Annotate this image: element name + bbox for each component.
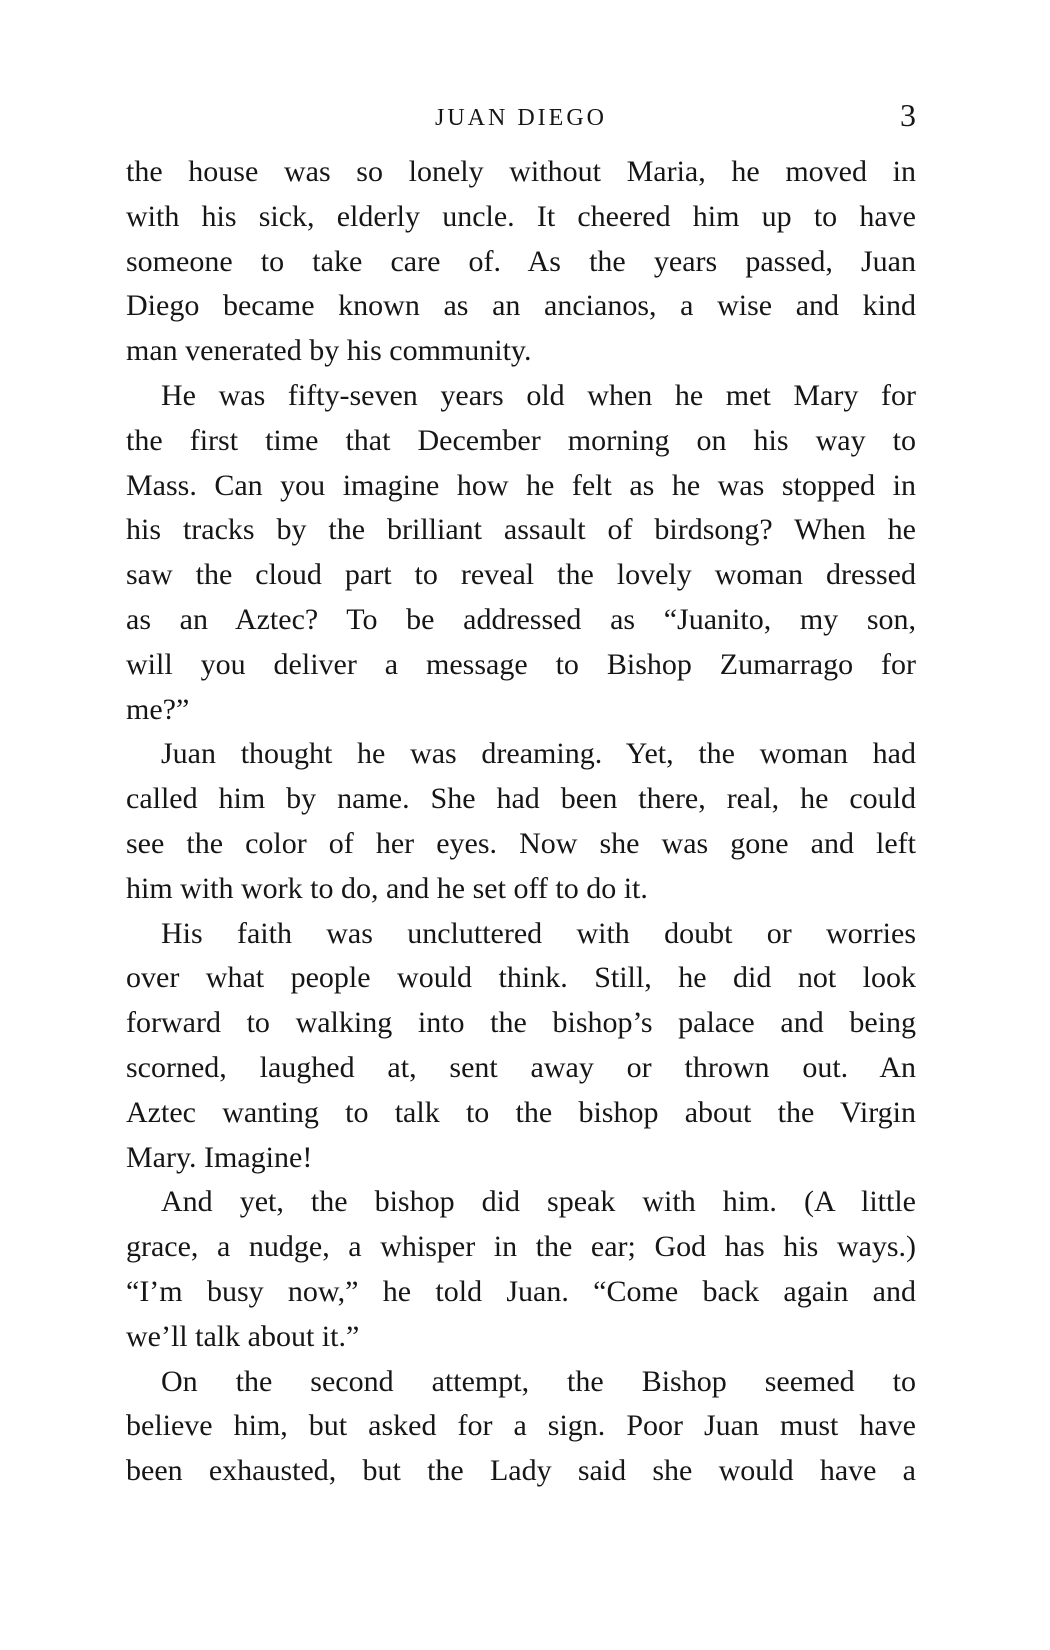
- page-number: 3: [900, 97, 916, 133]
- text-line: his tracks by the brilliant assault of birdsong? When he: [126, 513, 916, 547]
- text-line: will you deliver a message to Bishop Zumarrago for: [126, 647, 916, 681]
- text-line: the house was so lonely without Maria, he moved in: [126, 155, 916, 188]
- text-line: with his sick, elderly uncle. It cheered him up to have: [126, 199, 916, 233]
- paragraph: [126, 1360, 916, 1494]
- text-line: we’ll talk about it.”: [126, 1319, 360, 1353]
- paragraph: [126, 732, 916, 911]
- text-line: Aztec wanting to talk to the bishop about the Virgin: [126, 1095, 916, 1129]
- text-line: “I’m busy now,” he told Juan. “Come back again and: [126, 1274, 916, 1308]
- paragraph: [126, 374, 916, 732]
- text-line: see the color of her eyes. Now she was gone and left: [126, 826, 916, 860]
- text-line: grace, a nudge, a whisper in the ear; God has his ways.): [126, 1230, 916, 1264]
- text-line: Diego became known as an ancianos, a wise and kind: [126, 289, 916, 323]
- text-line: And yet, the bishop did speak with him. (A little: [161, 1185, 916, 1219]
- text-line: him with work to do, and he set off to do it.: [126, 871, 648, 905]
- text-line: scorned, laughed at, sent away or thrown out. An: [126, 1050, 916, 1084]
- text-line: the first time that December morning on his way to: [126, 423, 916, 457]
- text-line: over what people would think. Still, he did not look: [126, 961, 916, 995]
- text-line: me?”: [126, 692, 190, 726]
- page-body: [126, 150, 916, 1494]
- text-line: forward to walking into the bishop’s palace and being: [126, 1006, 916, 1040]
- text-line: man venerated by his community.: [126, 334, 532, 368]
- text-line: someone to take care of. As the years passed, Juan: [126, 244, 916, 278]
- text-line: saw the cloud part to reveal the lovely woman dressed: [126, 558, 916, 592]
- text-line: On the second attempt, the Bishop seemed to: [161, 1364, 916, 1398]
- text-line: Juan thought he was dreaming. Yet, the woman had: [161, 737, 916, 771]
- text-line: been exhausted, but the Lady said she would have a: [126, 1454, 916, 1488]
- text-line: Mass. Can you imagine how he felt as he was stopped in: [126, 468, 916, 502]
- text-line: Mary. Imagine!: [126, 1140, 313, 1174]
- running-head: [126, 0, 916, 140]
- paragraph: [126, 150, 916, 374]
- text-line: called him by name. She had been there, real, he could: [126, 782, 916, 816]
- text-line: He was fifty-seven years old when he met Mary for: [161, 378, 916, 412]
- text-line: believe him, but asked for a sign. Poor Juan must have: [126, 1409, 916, 1443]
- paragraph: [126, 1180, 916, 1359]
- paragraph: [126, 912, 916, 1181]
- text-line: as an Aztec? To be addressed as “Juanito, my son,: [126, 602, 916, 636]
- text-line: His faith was uncluttered with doubt or worries: [161, 916, 916, 950]
- running-head-title: JUAN DIEGO: [435, 105, 607, 131]
